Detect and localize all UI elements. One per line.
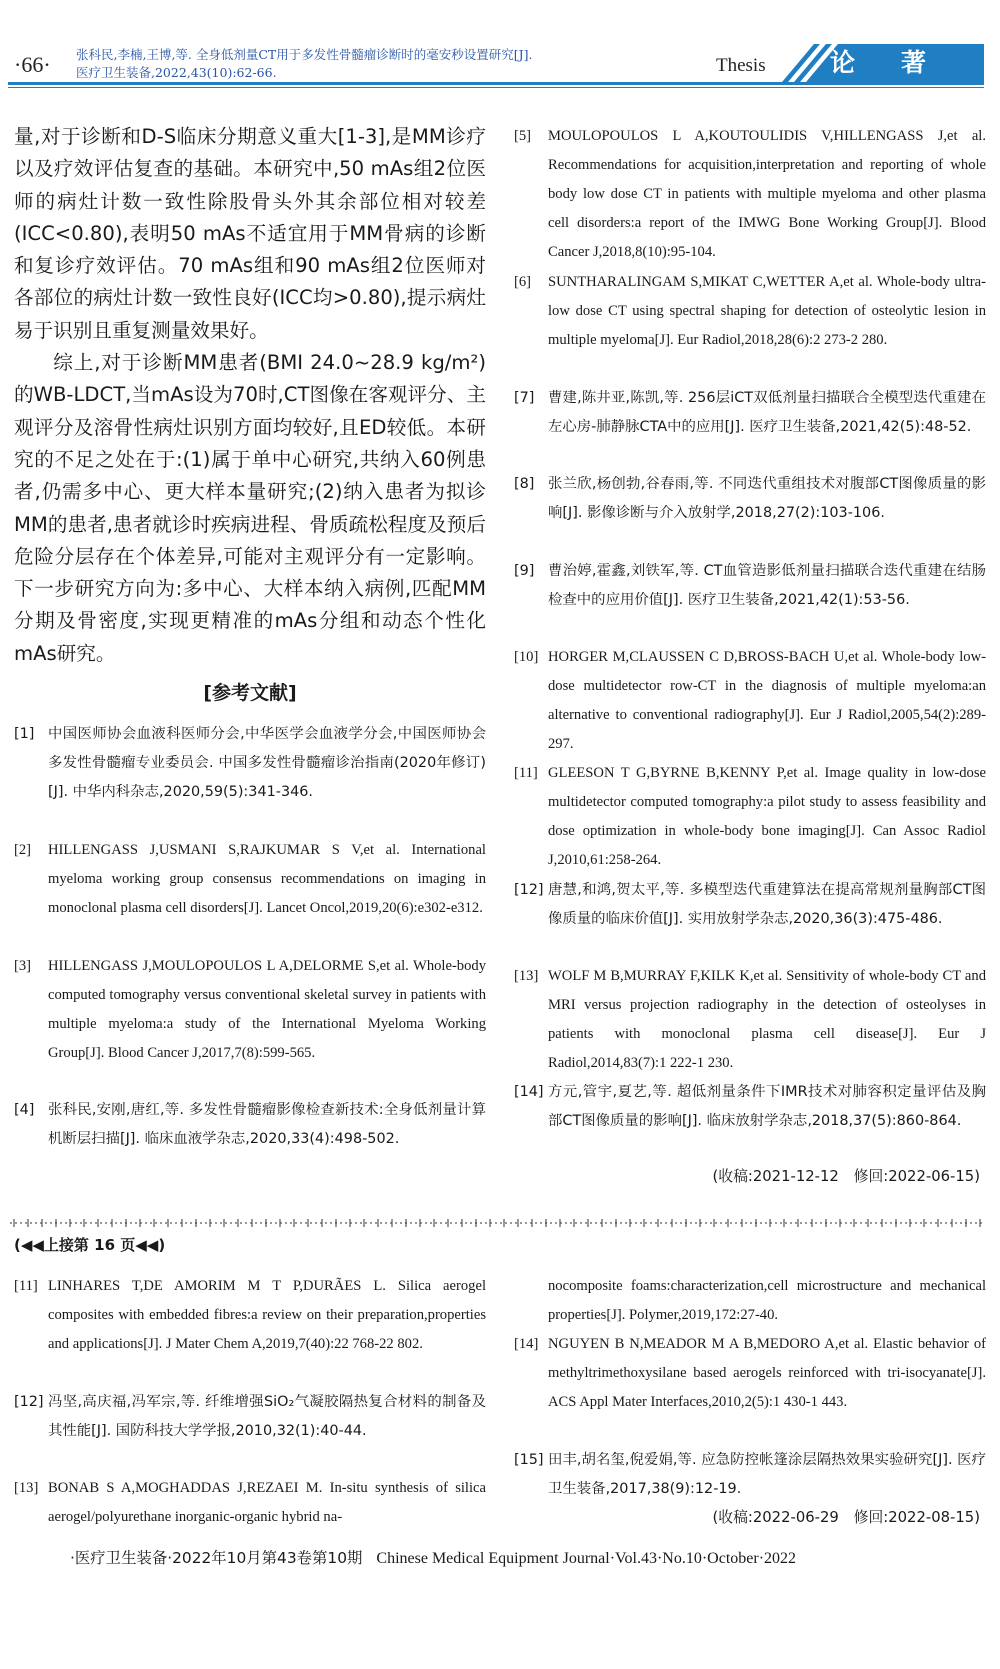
reference-text: SUNTHARALINGAM S,MIKAT C,WETTER A,et al. Whole-body ultra-low dose CT using spectral shaping for detection of osteolytic lesion in multiple myeloma[J]. Eur Radiol,2018,28(6):2 273-2 280. [548, 274, 986, 348]
page-number: ·66· [14, 52, 51, 77]
reference-item [514, 122, 986, 267]
reference-number: [15] [514, 1452, 544, 1468]
reference-number: [1] [14, 726, 35, 742]
reference-text: 曹治婷,霍鑫,刘铁军,等. CT血管造影低剂量扫描联合迭代重建在结肠检查中的应用价值[J]. 医疗卫生装备,2021,42(1):53-56. [548, 563, 986, 608]
reference-text: 唐慧,和鸿,贺太平,等. 多模型迭代重建算法在提高常规剂量胸部CT图像质量的临床价值[J]. 实用放射学杂志,2020,36(3):475-486. [548, 882, 986, 927]
reference-number: [3] [14, 958, 32, 974]
reference-text: WOLF M B,MURRAY F,KILK K,et al. Sensitivity of whole-body CT and MRI versus projection radiography in the detection of osteolyses in patients with monoclonal plasma cell disease[J]. Eur J Radiol,2014,83(7):1 222-1 230. [548, 968, 986, 1071]
reference-item [514, 962, 986, 1078]
footer-en: Chinese Medical Equipment Journal·Vol.43·No.10·October·2022 [376, 1550, 797, 1567]
reference-item [514, 470, 986, 528]
reference-text: 张科民,安刚,唐红,等. 多发性骨髓瘤影像检查新技术:全身低剂量计算机断层扫描[J]. 临床血液学杂志,2020,33(4):498-502. [48, 1102, 486, 1147]
footer-cn: ·医疗卫生装备·2022年10月第43卷第10期 [70, 1549, 363, 1567]
reference-text-continued: nocomposite foams:characterization,cell microstructure and mechanical properties[J]. Polymer,2019,172:27-40. [548, 1278, 986, 1323]
reference-number: [2] [14, 842, 32, 858]
reference-number: [13] [514, 968, 539, 984]
reference-continuation [514, 1272, 986, 1330]
reference-number: [14] [514, 1336, 539, 1352]
reference-text: 方元,管宇,夏艺,等. 超低剂量条件下IMR技术对肺容积定量评估及胸部CT图像质量的影响[J]. 临床放射学杂志,2018,37(5):860-864. [548, 1084, 986, 1129]
reference-item [514, 268, 986, 355]
received-date: (收稿:2022-06-29 修回:2022-08-15) [712, 1509, 980, 1526]
reference-item [514, 1330, 986, 1417]
reference-number: [7] [514, 390, 535, 406]
header-rule [8, 82, 984, 85]
header-citation-line1: 张科民,李楠,王博,等. 全身低剂量CT用于多发性骨髓瘤诊断时的毫安秒设置研究[J]. [76, 47, 533, 62]
reference-item [514, 759, 986, 875]
reference-item [14, 1388, 486, 1446]
reference-text: GLEESON T G,BYRNE B,KENNY P,et al. Image quality in low-dose multidetector computed tomography:a pilot study to assess feasibility and dose optimization in whole-body bone imaging[J]. Can Assoc Radiol J,2010,61:258-264. [548, 765, 986, 868]
reference-item [14, 1096, 486, 1154]
reference-text: 张兰欣,杨创勃,谷春雨,等. 不同迭代重组技术对腹部CT图像质量的影响[J]. 影像诊断与介入放射学,2018,27(2):103-106. [548, 476, 986, 521]
reference-text: MOULOPOULOS L A,KOUTOULIDIS V,HILLENGASS J,et al. Recommendations for acquisition,interpretation and reporting of whole body low dose CT in patients with multiple myeloma and other plasma cell disorders:a report of the IMWG Bone Working Group[J]. Blood Cancer J,2018,8(10):95-104. [548, 128, 986, 260]
reference-number: [8] [514, 476, 535, 492]
header-rule-thin [8, 87, 984, 88]
reference-text: LINHARES T,DE AMORIM M T P,DURÃES L. Silica aerogel composites with embedded fibres:a review on their preparation,properties and applications[J]. J Mater Chem A,2019,7(40):22 768-22 802. [48, 1278, 486, 1352]
reference-item [14, 720, 486, 807]
reference-number: [5] [514, 128, 532, 144]
reference-number: [11] [14, 1278, 38, 1294]
header-citation [76, 46, 636, 82]
reference-item [14, 1272, 486, 1359]
reference-number: [9] [514, 563, 535, 579]
reference-item [514, 384, 986, 442]
reference-number: [10] [514, 649, 539, 665]
reference-item [514, 557, 986, 615]
reference-text: HILLENGASS J,USMANI S,RAJKUMAR S V,et al. International myeloma working group consensus recommendations on imaging in monoclonal plasma cell disorders[J]. Lancet Oncol,2019,20(6):e302-e312. [48, 842, 486, 916]
reference-item [514, 876, 986, 934]
reference-item [14, 952, 486, 1068]
section-divider [10, 1217, 984, 1229]
reference-number: [4] [14, 1102, 35, 1118]
reference-text: 曹建,陈井亚,陈凯,等. 256层iCT双低剂量扫描联合全模型迭代重建在左心房-肺静脉CTA中的应用[J]. 医疗卫生装备,2021,42(5):48-52. [548, 390, 986, 435]
reference-text: BONAB S A,MOGHADDAS J,REZAEI M. In-situ synthesis of silica aerogel/polyurethane inorganic-organic hybrid na- [48, 1480, 486, 1525]
received-date: (收稿:2021-12-12 修回:2022-06-15) [712, 1168, 980, 1185]
reference-number: [12] [514, 882, 544, 898]
reference-number: [12] [14, 1394, 44, 1410]
reference-text: 中国医师协会血液科医师分会,中华医学会血液学分会,中国医师协会多发性骨髓瘤专业委员会. 中国多发性骨髓瘤诊治指南(2020年修订)[J]. 中华内科杂志,2020,59(5):341-346. [48, 726, 486, 800]
section-label-cn: 论著 [830, 48, 973, 77]
body-paragraph: 量,对于诊断和D-S临床分期意义重大[1-3],是MM诊疗以及疗效评估复查的基础。本研究中,50 mAs组2位医师的病灶计数一致性除股骨头外其余部位相对较差(ICC<0.80),表明50 mAs不适宜用于MM骨病的诊断和复诊疗效评估。70 mAs组和90 mAs组2位医师对各部位的病灶计数一致性良好(ICC均>0.80),提示病灶易于识别且重复测量效果好。 [14, 125, 486, 342]
reference-text: HORGER M,CLAUSSEN C D,BROSS-BACH U,et al. Whole-body low-dose multidetector row-CT in the diagnosis of multiple myeloma:an alternative to conventional radiography[J]. Eur J Radiol,2005,54(2):289-297. [548, 649, 986, 752]
reference-item [14, 836, 486, 923]
reference-item [14, 1474, 486, 1532]
reference-item [514, 1078, 986, 1136]
reference-number: [11] [514, 765, 538, 781]
header-citation-line2: 医疗卫生装备,2022,43(10):62-66. [76, 65, 277, 80]
page-footer [70, 1546, 970, 1568]
references-heading: [参考文献] [203, 682, 297, 704]
reference-text: HILLENGASS J,MOULOPOULOS L A,DELORME S,et al. Whole-body computed tomography versus conventional skeletal survey in patients with multiple myeloma:a study of the International Myeloma Working Group[J]. Blood Cancer J,2017,7(8):599-565. [48, 958, 486, 1061]
reference-item [514, 643, 986, 759]
reference-text: 田丰,胡名玺,倪爱娟,等. 应急防控帐篷涂层隔热效果实验研究[J]. 医疗卫生装备,2017,38(9):12-19. [548, 1452, 986, 1497]
body-text [14, 121, 486, 670]
reference-number: [6] [514, 274, 532, 290]
section-label-en: Thesis [716, 55, 766, 76]
body-paragraph: 综上,对于诊断MM患者(BMI 24.0~28.9 kg/m²)的WB-LDCT,当mAs设为70时,CT图像在客观评分、主观评分及溶骨性病灶识别方面均较好,且ED较低。本研究的不足之处在于:(1)属于单中心研究,共纳入60例患者,仍需多中心、更大样本量研究;(2)纳入患者为拟诊MM的患者,患者就诊时疾病进程、骨质疏松程度及预后危险分层存在个体差异,可能对主观评分有一定影响。下一步研究方向为:多中心、大样本纳入病例,匹配MM分期及骨密度,实现更精准的mAs分组和动态个性化mAs研究。 [14, 351, 486, 665]
reference-number: [14] [514, 1084, 544, 1100]
reference-text: 冯坚,高庆福,冯军宗,等. 纤维增强SiO₂气凝胶隔热复合材料的制备及其性能[J]. 国防科技大学学报,2010,32(1):40-44. [48, 1394, 486, 1439]
continued-label: (◀◀上接第 16 页◀◀) [14, 1236, 166, 1254]
reference-text: NGUYEN B N,MEADOR M A B,MEDORO A,et al. Elastic behavior of methyltrimethoxysilane based aerogels reinforced with tri-isocyanate[J]. ACS Appl Mater Interfaces,2010,2(5):1 430-1 443. [548, 1336, 986, 1410]
reference-number: [13] [14, 1480, 39, 1496]
reference-item [514, 1446, 986, 1504]
